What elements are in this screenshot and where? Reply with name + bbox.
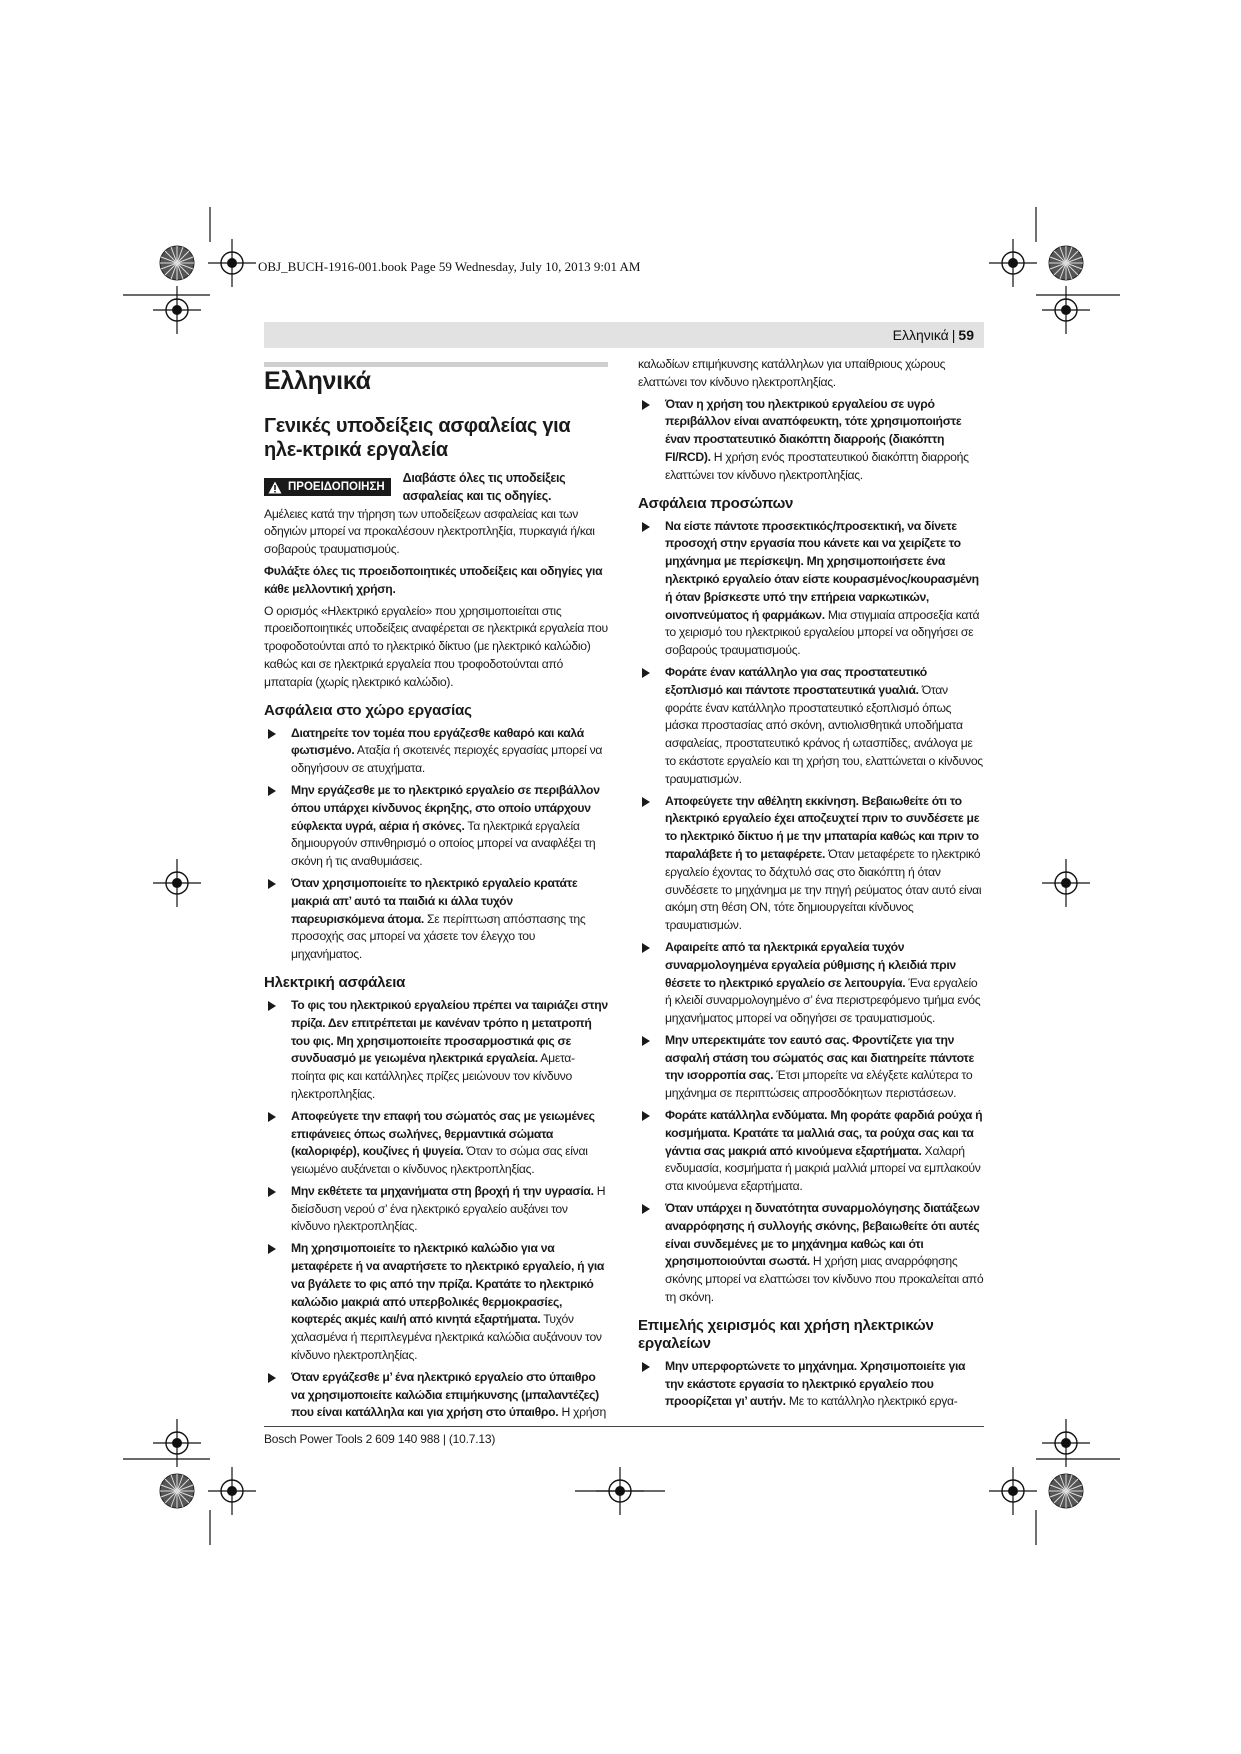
safety-instruction — [638, 793, 984, 935]
safety-instruction — [264, 1183, 608, 1236]
section-title: Ελληνικά — [264, 367, 371, 395]
safety-instruction — [264, 1369, 608, 1422]
instruction-text: Η χρήση μιας αναρρόφησης σκόνης μπορεί να ελαττώσει τον κίνδυνο που προκαλείται από τη σκόνη. — [665, 1254, 984, 1305]
instruction-bold: Φοράτε έναν κατάλληλο για σας προστατευτικό εξοπλισμό και πάντοτε προστατευτικά γυαλιά. — [665, 664, 927, 697]
instruction-text: Η χρήση ενός προστατευτικού διακόπτη διαρροής ελαττώνει τον κίνδυνο ηλεκτροπληξίας. — [665, 449, 969, 482]
warning-badge-label: ΠΡΟΕΙΔΟΠΟΙΗΣΗ — [288, 481, 385, 493]
left-column — [264, 366, 608, 1426]
footer-text: Bosch Power Tools 2 609 140 988 | (10.7.13) — [264, 1432, 496, 1446]
safety-instruction — [264, 1108, 608, 1179]
safety-instruction — [264, 875, 608, 964]
keep-instructions-note: Φυλάξτε όλες τις προειδοποιητικές υποδείξεις και οδηγίες για κάθε μελλοντική χρήση. — [264, 563, 603, 596]
instruction-bold: Όταν εργάζεσθε μ’ ένα ηλεκτρικό εργαλείο στο ύπαιθρο να χρησιμοποιείτε καλώδια επιμήκυνσης (μπαλαντέζες) που είναι κατάλληλα και για χρήση στο ύπαιθρο. — [291, 1369, 599, 1420]
chapter-title: Γενικές υποδείξεις ασφαλείας για ηλε-κτρικά εργαλεία — [264, 415, 571, 461]
safety-instruction — [264, 782, 608, 871]
page-header — [264, 322, 984, 348]
header-text — [893, 326, 974, 344]
instruction-bold: Όταν η χρήση του ηλεκτρικού εργαλείου σε υγρό περιβάλλον είναι αναπόφευκτη, τότε χρησιμοποιήστε έναν προστατευτικό διακόπτη διαρροής (διακόπτη FI/RCD). — [665, 396, 962, 464]
header-separator: | — [951, 327, 956, 343]
safety-instruction — [638, 1358, 984, 1411]
instruction-bold: Αποφεύγετε την επαφή του σώματός σας με γειωμένες επιφάνειες όπως σωλήνες, θερμαντικά σώματα (καλοριφέρ), κουζίνες ή ψυγεία. — [291, 1108, 595, 1159]
header-language: Ελληνικά — [892, 327, 949, 343]
safety-instruction — [638, 664, 984, 789]
definition-text: Ο ορισμός «Ηλεκτρικό εργαλείο» που χρησιμοποιείται στις προειδοποιητικές υποδείξεις αναφέρεται σε ηλεκτρικά εργαλεία που τροφοδοτούνται από το ηλεκτρικό δίκτυο (με ηλεκτρικό καλώδιο) καθώς και σε ηλεκτρικά εργαλεία που τροφοδοτούνται από μπαταρία (χωρίς ηλεκτρικό καλώδιο). — [264, 603, 608, 689]
slug-line: OBJ_BUCH-1916-001.book Page 59 Wednesday, July 10, 2013 9:01 AM — [258, 259, 641, 274]
instruction-bold: Φοράτε κατάλληλα ενδύματα. Μη φοράτε φαρδιά ρούχα ή κοσμήματα. Κρατάτε τα μαλλιά σας, τα ρούχα σας και τα γάντια σας μακριά από κινούμενα εξαρτήματα. — [665, 1108, 983, 1158]
color-bar-icon — [1049, 1474, 1083, 1508]
subsection-heading: Ασφάλεια προσώπων — [638, 494, 794, 512]
instruction-list — [638, 518, 984, 1307]
instruction-text: Η χρήση — [558, 1405, 606, 1420]
continuation-text: καλωδίων επιμήκυνσης κατάλληλων για υπαίθριους χώρους ελαττώνει τον κίνδυνο ηλεκτροπληξίας. — [638, 357, 946, 389]
color-bar-icon — [1049, 246, 1083, 280]
crop-cross-icon — [1042, 1419, 1090, 1467]
page-number: 59 — [958, 327, 974, 343]
instruction-text: Όταν μεταφέρετε το ηλεκτρικό εργαλείο έχοντας το δάχτυλό σας στο διακόπτη ή όταν συνδέσετε το μηχάνημα με την πηγή ρεύματος όταν αυτό είναι ακόμη στη θέση ΟΝ, τότε δημιουργείται κίνδυνος τραυματισμών. — [665, 846, 982, 933]
instruction-list — [638, 1358, 984, 1411]
instruction-list — [264, 997, 608, 1422]
instruction-text: Μια στιγμιαία απροσεξία κατά το χειρισμό του ηλεκτρικού εργαλείου μπορεί να οδηγήσει σε σοβαρούς τραυματισμούς. — [665, 607, 980, 658]
instruction-text: Με το κατάλληλο ηλεκτρικό εργα- — [785, 1394, 958, 1409]
instruction-bold: Να είστε πάντοτε προσεκτικός/προσεκτική, να δίνετε προσοχή στην εργασία που κάνετε και να χειρίζετε το μηχάνημα με περίσκεψη. Μη χρησιμοποιήσετε ένα ηλεκτρικό εργαλείο όταν είστε κουρασμένος/κουρασμένη ή όταν βρίσκεστε υπό την επήρεια ναρκωτικών, οινοπνεύματος ή φαρμάκων. — [665, 518, 979, 622]
safety-instruction — [638, 518, 984, 660]
crop-cross-icon — [153, 859, 201, 907]
instruction-list — [264, 725, 608, 964]
crop-cross-icon — [1042, 286, 1090, 334]
safety-instruction — [638, 1200, 984, 1307]
instruction-bold: Αφαιρείτε από τα ηλεκτρικά εργαλεία τυχόν συναρμολογημένα εργαλεία ρύθμισης ή κλειδιά πριν θέσετε το ηλεκτρικό εργαλείο σε λειτουργία. — [665, 939, 956, 990]
safety-instruction — [264, 1240, 608, 1365]
instruction-text: Αταξία ή σκοτεινές περιοχές εργασίας μπορεί να οδηγήσουν σε ατυχήματα. — [291, 743, 603, 776]
instruction-bold: Μην εργάζεσθε με το ηλεκτρικό εργαλείο σε περιβάλλον όπου υπάρχει κίνδυνος έκρηξης, στο οποίο υπάρχουν εύφλεκτα υγρά, αέρια ή σκόνες. — [291, 782, 600, 833]
color-bar-icon — [160, 246, 194, 280]
right-sections — [638, 495, 984, 1412]
warning-block — [264, 470, 608, 506]
color-bar-icon — [160, 1474, 194, 1508]
instruction-bold: Όταν χρησιμοποιείτε το ηλεκτρικό εργαλείο κρατάτε μακριά απ’ αυτό τα παιδιά κι άλλα τυχόν παρευρισκόμενα άτομα. — [291, 875, 578, 926]
crop-cross-icon — [989, 1467, 1037, 1515]
crop-cross-icon — [208, 1467, 256, 1515]
instruction-bold: Αποφεύγετε την αθέλητη εκκίνηση. Βεβαιωθείτε ότι το ηλεκτρικό εργαλείο έχει αποζευχτεί πριν το συνδέσετε με το ηλεκτρικό δίκτυο ή με την μπαταρία καθώς και πριν το παραλάβετε ή το μεταφέρετε. — [665, 793, 980, 861]
instruction-text: Έτσι μπορείτε να ελέγξετε καλύτερα το μηχάνημα σε περιπτώσεις απροσδόκητων περιστάσεων. — [665, 1068, 973, 1101]
crop-cross-icon — [153, 286, 201, 334]
instruction-text: Χαλαρή ενδυμασία, κοσμήματα ή μακριά μαλλιά μπορεί να εμπλακούν στα κινούμενα εξαρτήματα. — [665, 1143, 981, 1194]
instruction-text: Σε περίπτωση απόσπασης της προσοχής σας μπορεί να χάσετε τον έλεγχο του μηχανήματος. — [291, 911, 586, 962]
warning-text: Αμέλειες κατά την τήρηση των υποδείξεων ασφαλείας και των οδηγιών μπορεί να προκαλέσουν ηλεκτροπληξία, πυρκαγιά ή/και σοβαρούς τραυματισμούς. — [264, 506, 595, 557]
safety-instruction — [638, 396, 984, 485]
instruction-bold: Διατηρείτε τον τομέα που εργάζεσθε καθαρό και καλά φωτισμένο. — [291, 725, 584, 758]
safety-instruction — [264, 997, 608, 1104]
safety-instruction — [638, 1107, 984, 1196]
subsection-heading: Ηλεκτρική ασφάλεια — [264, 973, 406, 991]
warning-triangle-icon — [268, 481, 282, 494]
subsection-heading: Επιμελής χειρισμός και χρήση ηλεκτρικών εργαλείων — [638, 1316, 934, 1352]
crop-cross-icon — [208, 239, 256, 287]
warning-headline: Διαβάστε όλες τις υποδείξεις ασφαλείας και τις οδηγίες. — [402, 471, 566, 503]
instruction-bold: Το φις του ηλεκτρικού εργαλείου πρέπει να ταιριάζει στην πρίζα. Δεν επιτρέπεται με κανέναν τρόπο η μετατροπή του φις. Μη χρησιμοποιείτε προσαρμοστικά φις σε συνδυασμό με γειωμένα ηλεκτρικά εργαλεία. — [291, 997, 608, 1066]
instruction-bold: Μην εκθέτετε τα μηχανήματα στη βροχή ή την υγρασία. — [291, 1183, 594, 1198]
instruction-text: Τυχόν χαλασμένα ή περιπλεγμένα ηλεκτρικά καλώδια αυξάνουν τον κίνδυνο ηλεκτροπληξίας. — [291, 1312, 602, 1363]
instruction-text: Τα ηλεκτρικά εργαλεία δημιουργούν σπινθηρισμό ο οποίος μπορεί να αναφλέξει τη σκόνη ή τις αναθυμιάσεις. — [291, 818, 596, 869]
safety-instruction — [638, 939, 984, 1028]
instruction-text: Αμετα-ποίητα φις και κατάλληλες πρίζες μειώνουν τον κίνδυνο ηλεκτροπληξίας. — [291, 1051, 575, 1101]
crop-cross-icon — [153, 1419, 201, 1467]
right-first-list — [638, 396, 984, 485]
safety-instruction — [638, 1032, 984, 1103]
instruction-bold: Όταν υπάρχει η δυνατότητα συναρμολόγησης διατάξεων αναρρόφησης ή συλλογής σκόνης, βεβαιωθείτε ότι αυτές είναι συνδεμένες με το μηχάνημα καθώς και ότι χρησιμοποιούνται σωστά. — [665, 1201, 980, 1269]
instruction-text: Ένα εργαλείο ή κλειδί συναρμολογημένο σ’ ένα περιστρεφόμενο τμήμα ενός μηχανήματος μπορεί να οδηγήσει σε τραυματισμούς. — [665, 975, 981, 1026]
instruction-text: Όταν το σώμα σας είναι γειωμένο αυξάνεται ο κίνδυνος ηλεκτροπληξίας. — [291, 1144, 588, 1177]
instruction-text: Όταν φοράτε έναν κατάλληλο προστατευτικό εξοπλισμό όπως μάσκα προστασίας από σκόνη, αντιολισθητικά υποδήματα ασφαλείας, προστατευτικό κράνος ή ωτασπίδες, ανάλογα με το εκάστοτε εργαλείο και τη χρήση του, ελαττώνεται ο κίνδυνος τραυματισμών. — [665, 682, 983, 786]
instruction-bold: Μην υπερφορτώνετε το μηχάνημα. Χρησιμοποιείτε για την εκάστοτε εργασία το ηλεκτρικό εργαλείο που προορίζεται γι’ αυτήν. — [665, 1358, 966, 1409]
left-sections — [264, 702, 608, 1423]
subsection-heading: Ασφάλεια στο χώρο εργασίας — [264, 701, 472, 719]
crop-cross-icon — [1042, 859, 1090, 907]
warning-badge — [264, 478, 391, 496]
right-column — [638, 356, 984, 1415]
safety-instruction — [264, 725, 608, 778]
instruction-text: Η διείσδυση νερού σ’ ένα ηλεκτρικό εργαλείο αυξάνει τον κίνδυνο ηλεκτροπληξίας. — [291, 1183, 606, 1234]
instruction-bold: Μη χρησιμοποιείτε το ηλεκτρικό καλώδιο για να μεταφέρετε ή να αναρτήσετε το ηλεκτρικό εργαλείο, ή για να βγάλετε το φις από την πρίζα. Κρατάτε το ηλεκτρικό καλώδιο μακριά από υπερβολικές θερμοκρασίες, κοφτερές ακμές και/ή από κινητά εξαρτήματα. — [291, 1241, 605, 1327]
instruction-bold: Μην υπερεκτιμάτε τον εαυτό σας. Φροντίζετε για την ασφαλή στάση του σώματός σας και διατηρείτε πάντοτε την ισορροπία σας. — [665, 1032, 975, 1083]
footer-rule — [264, 1426, 984, 1427]
crop-cross-icon — [989, 239, 1037, 287]
